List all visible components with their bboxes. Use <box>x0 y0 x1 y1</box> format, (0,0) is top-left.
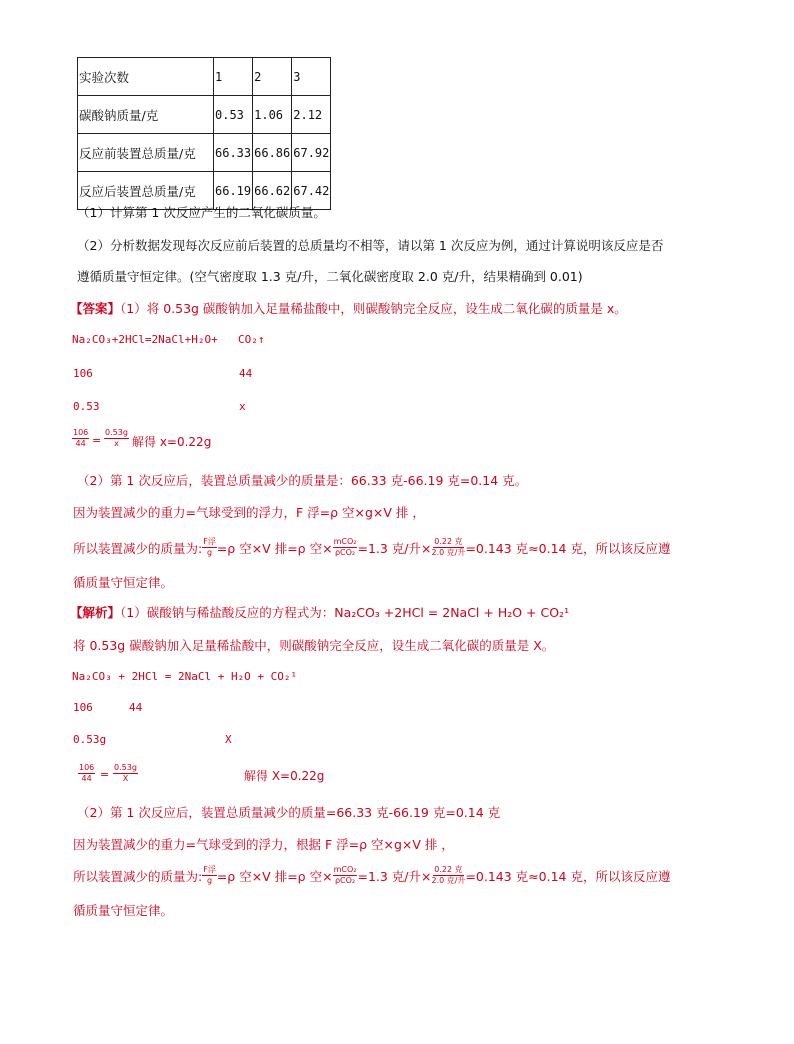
answer-solve: 解得 x=0.22g <box>132 435 212 449</box>
fraction-denominator: 2.0 克/升 <box>431 876 466 885</box>
table-cell: 66.33 <box>214 134 253 172</box>
fraction-force <box>202 538 217 557</box>
analysis-line-5-mid: =ρ 空×V 排=ρ 空× <box>216 869 333 884</box>
fraction-denominator: X <box>122 774 129 783</box>
answer-tag: 【答案】 <box>70 301 121 316</box>
analysis-tag: 【解析】 <box>70 605 121 620</box>
answer-line-4-mid2: =1.3 克/升× <box>357 541 432 556</box>
fraction-numerator: 106 <box>79 763 95 772</box>
answer-line-4-prefix: 所以装置减少的质量为: <box>73 541 203 556</box>
table-row <box>78 96 331 134</box>
answer-equation-product: CO₂↑ <box>238 333 265 346</box>
fraction-volume <box>431 538 465 557</box>
analysis-line-4: 因为装置减少的重力=气球受到的浮力，根据 F 浮=ρ 空×g×V 排 ， <box>73 837 454 852</box>
answer-line-4 <box>73 539 670 559</box>
analysis-line-1: （1）碳酸钠与稀盐酸反应的方程式为：Na₂CO₃ +2HCl = 2NaCl + H₂O + CO₂¹ <box>120 605 570 620</box>
table-cell: 67.42 <box>292 172 331 210</box>
answer-value-2: x <box>239 400 246 413</box>
fraction-volume <box>431 866 465 885</box>
analysis-value-2: X <box>225 733 232 746</box>
answer-line-3: 因为装置减少的重力=气球受到的浮力，F 浮=ρ 空×g×V 排 ， <box>73 505 425 520</box>
question-2-line-2: 遵循质量守恒定律。(空气密度取 1.3 克/升，二氧化碳密度取 2.0 克/升，结果精确到 0.01) <box>77 269 583 284</box>
answer-fraction-b <box>104 429 129 448</box>
fraction-numerator: mCO₂ <box>333 537 357 546</box>
table-cell: 66.86 <box>253 134 292 172</box>
analysis-line-6: 循质量守恒定律。 <box>73 903 174 918</box>
fraction-numerator: F浮 <box>203 537 216 546</box>
answer-value-1: 0.53 <box>73 400 100 413</box>
equals-sign: = <box>100 768 110 781</box>
table-row <box>78 134 331 172</box>
fraction-denominator: g <box>206 548 213 557</box>
table-cell: 碳酸钠质量/克 <box>78 96 214 134</box>
answer-line-4-suffix: =0.143 克≈0.14 克，所以该反应遵 <box>465 541 671 556</box>
analysis-fraction-b <box>113 764 138 783</box>
fraction-numerator: 0.53g <box>114 763 137 772</box>
analysis-line-5-mid2: =1.3 克/升× <box>357 869 432 884</box>
fraction-force <box>202 866 217 885</box>
answer-line-1: （1）将 0.53g 碳酸钠加入足量稀盐酸中，则碳酸钠完全反应，设生成二氧化碳的质量是 x。 <box>120 301 627 316</box>
answer-line-2: （2）第 1 次反应后，装置总质量减少的质量是：66.33 克-66.19 克=0.14 克。 <box>77 473 528 488</box>
fraction-denominator: x <box>114 439 119 448</box>
fraction-numerator: 0.22 克 <box>434 537 463 546</box>
fraction-co2 <box>333 538 358 557</box>
fraction-numerator: mCO₂ <box>333 865 357 874</box>
fraction-denominator: g <box>206 876 213 885</box>
question-1: （1）计算第 1 次反应产生的二氧化碳质量。 <box>77 205 326 220</box>
analysis-line-5-suffix: =0.143 克≈0.14 克，所以该反应遵 <box>465 869 671 884</box>
answer-line-4-mid: =ρ 空×V 排=ρ 空× <box>216 541 333 556</box>
table-header-cell: 实验次数 <box>78 58 214 96</box>
analysis-line-3: （2）第 1 次反应后，装置总质量减少的质量=66.33 克-66.19 克=0.14 克 <box>77 805 501 820</box>
fraction-numerator: 106 <box>73 428 89 437</box>
answer-line-5: 循质量守恒定律。 <box>73 575 174 590</box>
table-header-cell: 1 <box>214 58 253 96</box>
fraction-denominator: ρCO₂ <box>334 876 356 885</box>
fraction-denominator: 44 <box>81 774 92 783</box>
table-header-row <box>78 58 331 96</box>
fraction-co2 <box>333 866 358 885</box>
analysis-line-5 <box>73 867 670 887</box>
table-cell: 66.19 <box>214 172 253 210</box>
analysis-line-5-prefix: 所以装置减少的质量为: <box>73 869 203 884</box>
question-2-line-1: （2）分析数据发现每次反应前后装置的总质量均不相等，请以第 1 次反应为例，通过计算说明该反应是否 <box>77 238 664 253</box>
table-cell: 66.62 <box>253 172 292 210</box>
table-cell: 反应前装置总质量/克 <box>78 134 214 172</box>
analysis-value-1: 0.53g <box>73 733 107 746</box>
table-cell: 0.53 <box>214 96 253 134</box>
analysis-solve: 解得 X=0.22g <box>244 769 325 783</box>
fraction-numerator: 0.53g <box>105 428 128 437</box>
answer-molar-mass-1: 106 <box>73 367 93 380</box>
table-cell: 1.06 <box>253 96 292 134</box>
analysis-line-2: 将 0.53g 碳酸钠加入足量稀盐酸中，则碳酸钠完全反应，设生成二氧化碳的质量是 X。 <box>73 638 555 653</box>
analysis-molar-mass-1: 106 <box>73 701 93 714</box>
table-cell: 67.92 <box>292 134 331 172</box>
answer-block <box>70 299 627 317</box>
equals-sign: = <box>92 434 102 447</box>
analysis-fraction-a <box>78 764 95 783</box>
table-cell: 2.12 <box>292 96 331 134</box>
fraction-denominator: 2.0 克/升 <box>431 548 466 557</box>
answer-equation: Na₂CO₃+2HCl=2NaCl+H₂O+ <box>72 333 218 346</box>
fraction-denominator: ρCO₂ <box>334 548 356 557</box>
table-cell: 反应后装置总质量/克 <box>78 172 214 210</box>
experiment-table <box>77 57 331 210</box>
table-header-cell: 2 <box>253 58 292 96</box>
fraction-numerator: F浮 <box>203 865 216 874</box>
table-header-cell: 3 <box>292 58 331 96</box>
answer-fraction-a <box>72 429 89 448</box>
analysis-molar-mass-2: 44 <box>129 701 143 714</box>
answer-molar-mass-2: 44 <box>239 367 253 380</box>
analysis-block <box>70 603 569 621</box>
fraction-numerator: 0.22 克 <box>434 865 463 874</box>
analysis-equation: Na₂CO₃ + 2HCl = 2NaCl + H₂O + CO₂¹ <box>72 670 298 683</box>
fraction-denominator: 44 <box>75 439 86 448</box>
